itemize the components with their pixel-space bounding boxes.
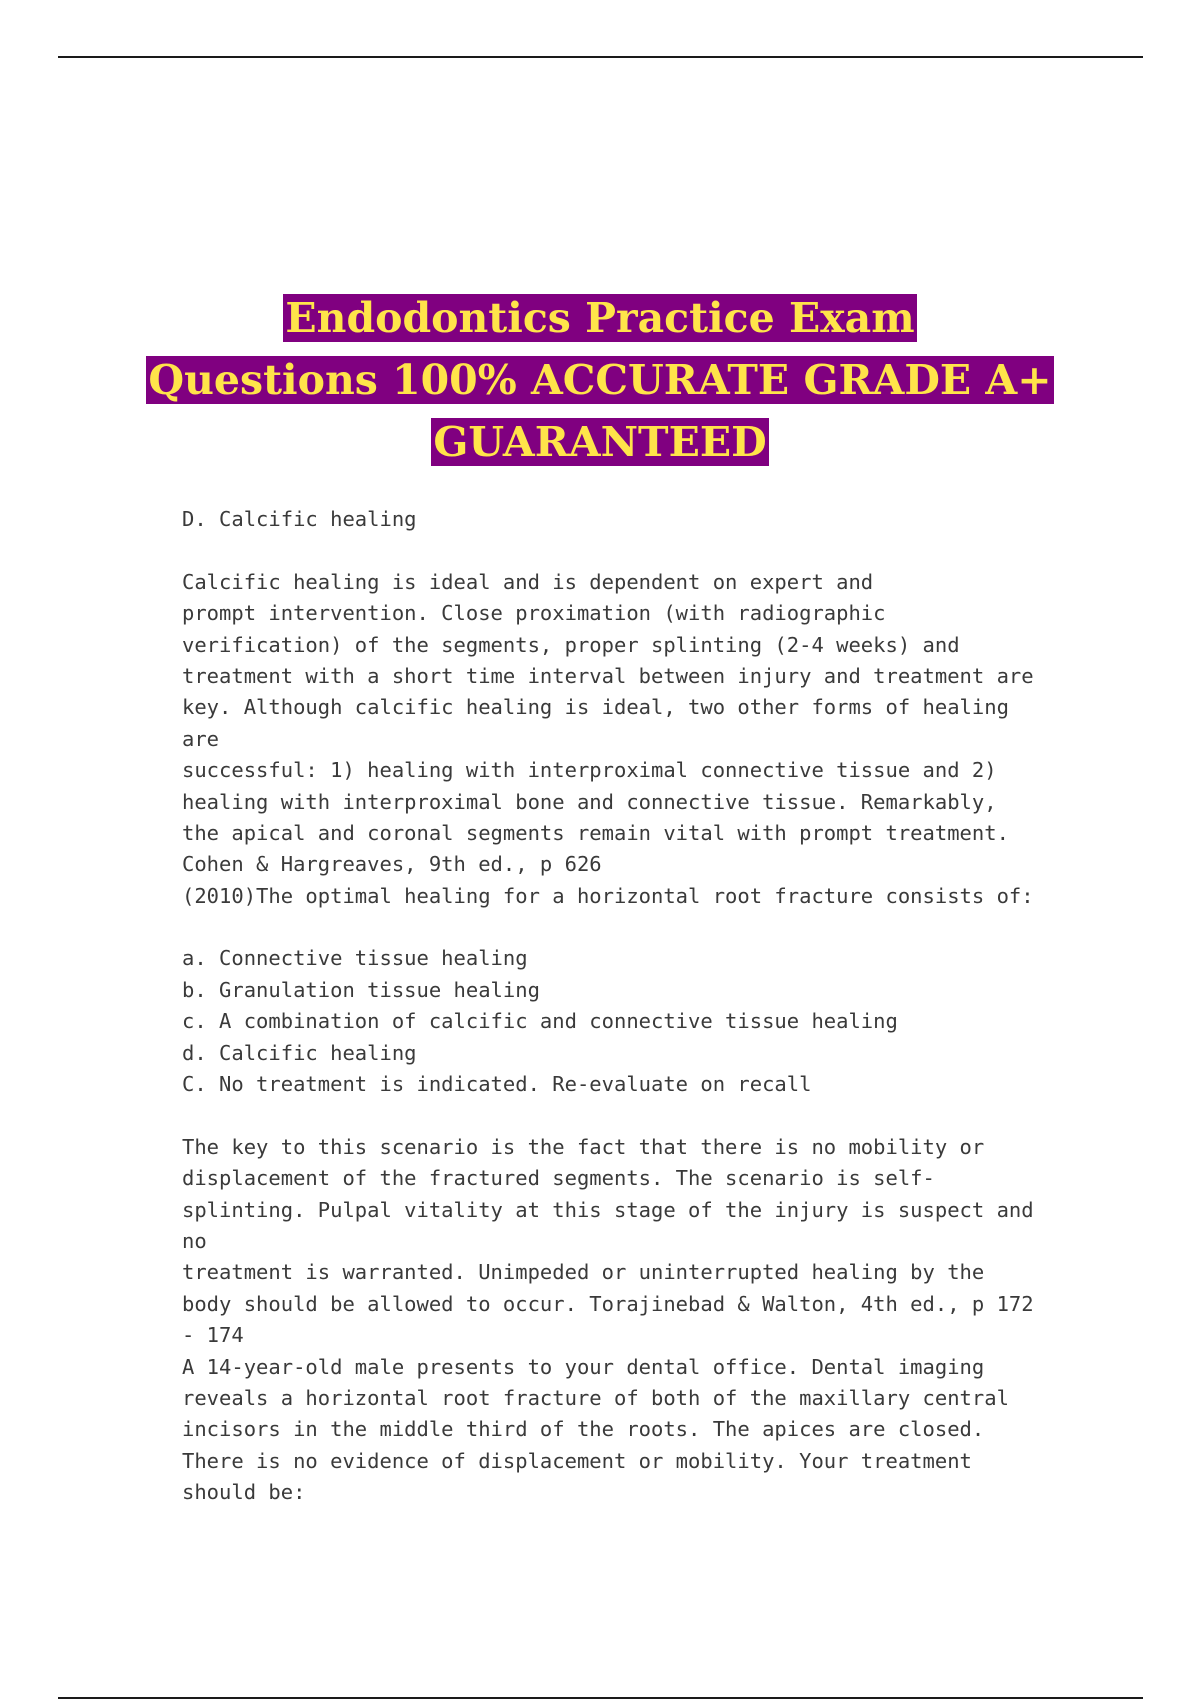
text-line: treatment with a short time interval between injury and treatment are bbox=[182, 663, 1034, 688]
text-line: There is no evidence of displacement or mobility. Your treatment bbox=[182, 1448, 972, 1473]
text-line: prompt intervention. Close proximation (with radiographic bbox=[182, 601, 886, 626]
text-line: are bbox=[182, 726, 220, 751]
text-line: verification) of the segments, proper splinting (2-4 weeks) and bbox=[182, 632, 960, 657]
text-line: The key to this scenario is the fact that there is no mobility or bbox=[182, 1134, 985, 1159]
header-rule bbox=[58, 56, 1143, 58]
text-line: splinting. Pulpal vitality at this stage of the injury is suspect and bbox=[182, 1197, 1034, 1222]
text-line: Cohen & Hargreaves, 9th ed., p 626 bbox=[182, 852, 602, 877]
text-line: should be: bbox=[182, 1480, 306, 1505]
text-line: the apical and coronal segments remain vital with prompt treatment. bbox=[182, 820, 1009, 845]
text-line: key. Although calcific healing is ideal, two other forms of healing bbox=[182, 695, 1009, 720]
text-line: (2010)The optimal healing for a horizontal root fracture consists of: bbox=[182, 883, 1034, 908]
text-line: - 174 bbox=[182, 1323, 244, 1348]
text-line: c. A combination of calcific and connective tissue healing bbox=[182, 1009, 898, 1034]
document-body bbox=[182, 504, 1042, 1509]
blank-line bbox=[182, 535, 1042, 566]
text-line: no bbox=[182, 1228, 207, 1253]
text-line: C. No treatment is indicated. Re-evaluate on recall bbox=[182, 1072, 812, 1097]
text-line: healing with interproximal bone and connective tissue. Remarkably, bbox=[182, 789, 997, 814]
text-line: Calcific healing is ideal and is dependent on expert and bbox=[182, 569, 874, 594]
text-line: d. Calcific healing bbox=[182, 1040, 417, 1065]
title-line-1: Endodontics Practice Exam bbox=[285, 294, 915, 342]
text-line: A 14-year-old male presents to your dental office. Dental imaging bbox=[182, 1354, 985, 1379]
title-line-3: GUARANTEED bbox=[433, 418, 767, 466]
text-line: reveals a horizontal root fracture of both of the maxillary central bbox=[182, 1385, 1009, 1410]
text-line: a. Connective tissue healing bbox=[182, 946, 528, 971]
text-line: D. Calcific healing bbox=[182, 507, 417, 531]
blank-line bbox=[182, 912, 1042, 943]
title-line-2: Questions 100% ACCURATE GRADE A+ bbox=[148, 356, 1052, 404]
document-title bbox=[0, 287, 1200, 473]
text-line: successful: 1) healing with interproximal connective tissue and 2) bbox=[182, 758, 997, 783]
text-line: incisors in the middle third of the roots. The apices are closed. bbox=[182, 1417, 985, 1442]
text-line: displacement of the fractured segments. The scenario is self- bbox=[182, 1166, 935, 1191]
text-line: b. Granulation tissue healing bbox=[182, 977, 540, 1002]
text-line: body should be allowed to occur. Torajinebad & Walton, 4th ed., p 172 bbox=[182, 1291, 1034, 1316]
blank-line bbox=[182, 1100, 1042, 1131]
footer-rule bbox=[58, 1697, 1143, 1699]
text-line: treatment is warranted. Unimpeded or uninterrupted healing by the bbox=[182, 1260, 985, 1285]
